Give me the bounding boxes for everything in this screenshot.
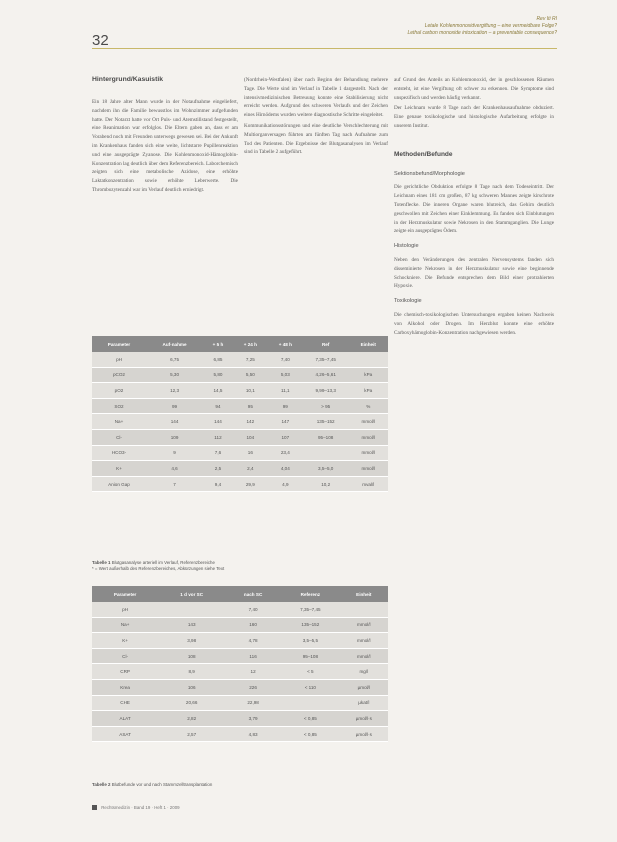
table-cell: µkat/l	[340, 695, 388, 711]
table-cell: mmol/l	[349, 445, 388, 461]
table-row	[92, 414, 388, 430]
table-cell: K+	[92, 633, 158, 649]
table-cell: 3,98	[158, 633, 225, 649]
table-cell: 12,3	[146, 383, 203, 399]
table-cell: 99	[146, 398, 203, 414]
col1-paragraph: Ein 18 Jahre alter Mann wurde in der Notaufnahme eingeliefert, nachdem ihn die Familie bewusstlos im Wohnzimmer aufgefunden hatte. Der Notarzt hatte vor Ort Puls- und Atemstillstand festgestellt, eine Reanimation war erfolglos. Die Eltern gaben an, dass er am Vorabend noch mit Freunden unterwegs gewesen sei. Bei der Ankunft im Krankenhaus fanden sich eine weite, lichtstarre Pupillenreaktion und eine ausgeprägte Zyanose. Die Kohlenmonoxid-Hämoglobin-Konzentration lag deutlich über dem Referenzbereich. Laborchemisch zeigten sich eine metabolische Azidose, eine erhöhte Laktatkonzentration sowie erhöhte Leberwerte. Die Thrombozytenzahl war im Verlauf deutlich erniedrigt.	[92, 99, 238, 193]
table-row	[92, 648, 388, 664]
col3-paragraph: Der Leichnam wurde 8 Tage nach der Krankenhausaufnahme obduziert. Eine genaue toxikologische und histologische Aufarbeitung erfolgte in unserem Institut.	[394, 105, 554, 129]
table-cell: mmol/l	[340, 617, 388, 633]
table-cell	[158, 602, 225, 617]
table-cell: 7,35–7,45	[281, 602, 340, 617]
table1-header-cell: + 48 h	[268, 336, 303, 352]
table-cell: mmol/l	[340, 648, 388, 664]
table-cell: ALAT	[92, 711, 158, 727]
table-cell: 143	[158, 617, 225, 633]
table-cell: 160	[225, 617, 281, 633]
table-cell: kPa	[349, 367, 388, 383]
table-cell: kPa	[349, 383, 388, 399]
table-cell: 9	[146, 445, 203, 461]
table1-header-cell: + 5 h	[203, 336, 233, 352]
table-cell: µmol/l	[340, 679, 388, 695]
table-cell: 108	[158, 648, 225, 664]
table-row	[92, 726, 388, 742]
col2-paragraph: Kommunikationsstörungen und eine deutliche Verschlechterung mit Multiorganversagen führten am fünften Tag nach Aufnahme zum Tod des Patienten. Die Ergebnisse der Blutgasanalysen im Verlauf sind in Tabelle 2 aufgeführt.	[244, 122, 388, 156]
table-cell: 104	[233, 429, 268, 445]
table-cell: 2,4	[233, 461, 268, 477]
table-cell: < 110	[281, 679, 340, 695]
table1-header-cell: Auf-nahme	[146, 336, 203, 352]
table-cell: 5,50	[233, 367, 268, 383]
table-1-caption-label: Tabelle 1	[92, 560, 111, 565]
table-cell: mmol/l	[349, 429, 388, 445]
table-2-caption-label: Tabelle 2	[92, 782, 111, 787]
table-cell	[349, 352, 388, 367]
table-cell: 135–152	[281, 617, 340, 633]
table-cell: 99	[268, 398, 303, 414]
table-cell: pH	[92, 602, 158, 617]
page-number: 32	[92, 32, 109, 49]
table-row	[92, 461, 388, 477]
table-row	[92, 445, 388, 461]
table-cell: 22,98	[225, 695, 281, 711]
methods-paragraph: Die gerichtliche Obduktion erfolgte 8 Tage nach dem Todeseintritt. Der Leichnam eines 181 cm großen, 87 kg schweren Mannes zeigte kirschrote Totenflecke. Die inneren Organe waren blutreich, das Gehirn deutlich geschwollen mit Zeichen einer Einklemmung. Es fanden sich Einblutungen in der Herzmuskulatur sowie Nekrosen in den Stammganglien. Die Lunge zeigte ein ausgeprägtes Ödem.	[394, 184, 554, 235]
table-cell: 7,40	[225, 602, 281, 617]
table-cell: 16	[233, 445, 268, 461]
table-2	[92, 586, 388, 742]
column-3	[394, 76, 554, 339]
table-cell: 11,1	[268, 383, 303, 399]
table-row	[92, 602, 388, 617]
table-cell: 5,30	[146, 367, 203, 383]
table-row	[92, 711, 388, 727]
table-cell: 8,9	[158, 664, 225, 680]
table-cell: 7	[146, 476, 203, 492]
table-cell: 14,5	[203, 383, 233, 399]
toxicology-paragraph: Die chemisch-toxikologischen Untersuchungen ergaben keinen Nachweis von Alkohol oder Drogen. Im Herzblut konnte eine erhöhte Carboxyhämoglobin-Konzentration nachgewiesen werden.	[394, 311, 554, 336]
table-cell: pH	[92, 352, 146, 367]
table-cell: 109	[146, 429, 203, 445]
table-row	[92, 679, 388, 695]
table-cell: %	[349, 398, 388, 414]
table1-header-cell: Einheit	[349, 336, 388, 352]
table-cell: 4,83	[225, 726, 281, 742]
table-1	[92, 336, 388, 492]
table-cell: 4,04	[268, 461, 303, 477]
table-cell: 142	[233, 414, 268, 430]
header-line-3: Lethal carbon monoxide intoxication – a preventable consequence?	[407, 30, 557, 36]
table-cell: 4,9	[268, 476, 303, 492]
table-cell: 147	[268, 414, 303, 430]
table-row	[92, 617, 388, 633]
table-cell: ASAT	[92, 726, 158, 742]
table-cell: 6,85	[203, 352, 233, 367]
table-cell: 7,40	[268, 352, 303, 367]
table-cell: 20,66	[158, 695, 225, 711]
table-cell	[281, 695, 340, 711]
table-cell: Cl-	[92, 429, 146, 445]
table-cell: HCO3-	[92, 445, 146, 461]
table2-header-cell: Referenz	[281, 586, 340, 602]
section-heading-background: Hintergrund/Kasuistik	[92, 76, 163, 83]
table-row	[92, 367, 388, 383]
footer	[92, 805, 180, 810]
table-cell: 3,79	[225, 711, 281, 727]
table-cell: CHE	[92, 695, 158, 711]
table-cell: 5,03	[268, 367, 303, 383]
table-cell: 106	[158, 679, 225, 695]
table-cell: 29,9	[233, 476, 268, 492]
table-cell: 3,5–5,0	[303, 461, 349, 477]
table-row	[92, 398, 388, 414]
histology-paragraph: Neben den Veränderungen des zentralen Nervensystems fanden sich disseminierte Nekrosen in der Herzmuskulatur sowie eine beginnende Schockniere. Die Befunde entsprechen dem Bild einer protrahierten Hypoxie.	[394, 256, 554, 290]
table-cell: 95	[233, 398, 268, 414]
table2-header-cell: nach SC	[225, 586, 281, 602]
table-cell: mmol/l	[349, 461, 388, 477]
header-line-1: Rev Iti RI	[536, 16, 557, 22]
table-cell: 107	[268, 429, 303, 445]
table-cell: 94	[203, 398, 233, 414]
table-row	[92, 695, 388, 711]
table-cell: 23,4	[268, 445, 303, 461]
subsection-heading-histology: Histologie	[394, 243, 419, 250]
col3-paragraph: auf Grund des Anteils an Kohlenmonoxid, der in geschlossenen Räumen entsteht, ist eine Vergiftung oft schwer zu erkennen. Die Symptome sind unspezifisch und werden häufig verkannt.	[394, 77, 554, 101]
table-row	[92, 633, 388, 649]
table-cell: mg/l	[340, 664, 388, 680]
table-cell: < 0,85	[281, 726, 340, 742]
table-row	[92, 429, 388, 445]
table-cell: 6,75	[146, 352, 203, 367]
table-cell: 4,78	[225, 633, 281, 649]
table-cell: 9,99–13,3	[303, 383, 349, 399]
table-cell: 5,80	[203, 367, 233, 383]
table1-header-cell: + 24 h	[233, 336, 268, 352]
table-cell: Na+	[92, 617, 158, 633]
header-rule	[92, 48, 557, 49]
table-row	[92, 476, 388, 492]
column-1	[92, 98, 238, 326]
subsection-heading-morphology: Sektionsbefund/Morphologie	[394, 170, 465, 177]
table-cell: 7,25	[233, 352, 268, 367]
table-cell: 4,6	[146, 461, 203, 477]
table-cell: 3,5–5,5	[281, 633, 340, 649]
table-cell: > 95	[303, 398, 349, 414]
table-1-header-row	[92, 336, 388, 352]
table2-header-cell: 1 d vor SC	[158, 586, 225, 602]
table-cell: Cl-	[92, 648, 158, 664]
table-cell: µmol/l·s	[340, 711, 388, 727]
table-cell: 2,82	[158, 711, 225, 727]
table-cell: 10,1	[233, 383, 268, 399]
table-2-caption-text: Blutbefunde vor und nach Stammzelltransplantation	[111, 782, 213, 787]
table2-header-cell: Einheit	[340, 586, 388, 602]
table-1-caption-text: Blutgasanalyse arteriell im Verlauf, Referenzbereiche	[111, 560, 215, 565]
table-cell: SO2	[92, 398, 146, 414]
subsection-heading-toxicology: Toxikologie	[394, 298, 422, 305]
table-cell: 9,4	[203, 476, 233, 492]
table-cell: 95–108	[281, 648, 340, 664]
table-cell: 144	[203, 414, 233, 430]
table-cell: 2,57	[158, 726, 225, 742]
footer-square-icon	[92, 805, 97, 810]
table-cell: pO2	[92, 383, 146, 399]
table-cell: 116	[225, 648, 281, 664]
table-cell: 144	[146, 414, 203, 430]
table-cell: 112	[203, 429, 233, 445]
table-cell: 95–108	[303, 429, 349, 445]
table-cell: 10,2	[303, 476, 349, 492]
table-cell: 7,35–7,45	[303, 352, 349, 367]
table2-header-cell: Parameter	[92, 586, 158, 602]
table-2-caption	[92, 782, 388, 788]
table-cell	[303, 445, 349, 461]
table-2-header-row	[92, 586, 388, 602]
table-cell: 12	[225, 664, 281, 680]
table-cell: µmol/l·s	[340, 726, 388, 742]
column-2	[244, 76, 388, 326]
footer-text: Rechtsmedizin · Band 19 · Heft 1 · 2009	[101, 805, 180, 810]
table-cell: < 5	[281, 664, 340, 680]
table-row	[92, 352, 388, 367]
section-heading-methods: Methoden/Befunde	[394, 150, 453, 158]
table1-header-cell: Parameter	[92, 336, 146, 352]
table-cell: 226	[225, 679, 281, 695]
table-cell: 2,5	[203, 461, 233, 477]
table-cell: mmol/l	[340, 633, 388, 649]
table1-header-cell: Ref	[303, 336, 349, 352]
table-cell: Na+	[92, 414, 146, 430]
table-cell: 7,6	[203, 445, 233, 461]
table-1-caption	[92, 560, 388, 572]
table-1-caption-note: * = Wert außerhalb des Referenzbereiches, Abkürzungen siehe Text	[92, 566, 225, 571]
table-cell	[340, 602, 388, 617]
table-cell: pCO2	[92, 367, 146, 383]
running-header	[357, 16, 557, 37]
table-cell: < 0,85	[281, 711, 340, 727]
table-row	[92, 383, 388, 399]
table-cell: CRP	[92, 664, 158, 680]
table-cell: 135–152	[303, 414, 349, 430]
table-cell: K+	[92, 461, 146, 477]
header-line-2: Letale Kohlenmonoxidvergiftung – eine vermeidbare Folge?	[424, 23, 557, 29]
table-cell: Anion Gap	[92, 476, 146, 492]
table-cell: mmol/l	[349, 414, 388, 430]
table-row	[92, 664, 388, 680]
table-cell: mval/l	[349, 476, 388, 492]
table-cell: 4,26–5,61	[303, 367, 349, 383]
table-cell: Krea	[92, 679, 158, 695]
col2-paragraph: (Nordrhein-Westfalen) über nach Beginn der Behandlung mehrere Tage. Die Werte sind im Verlauf in Tabelle 1 dargestellt. Nach der intensivmedizinischen Betreuung konnte eine Stabilisierung nicht erreicht werden. Aufgrund des schweren Verlaufs und der Zeichen eines Hirnödems wurden weitere diagnostische Schritte eingeleitet.	[244, 77, 388, 119]
